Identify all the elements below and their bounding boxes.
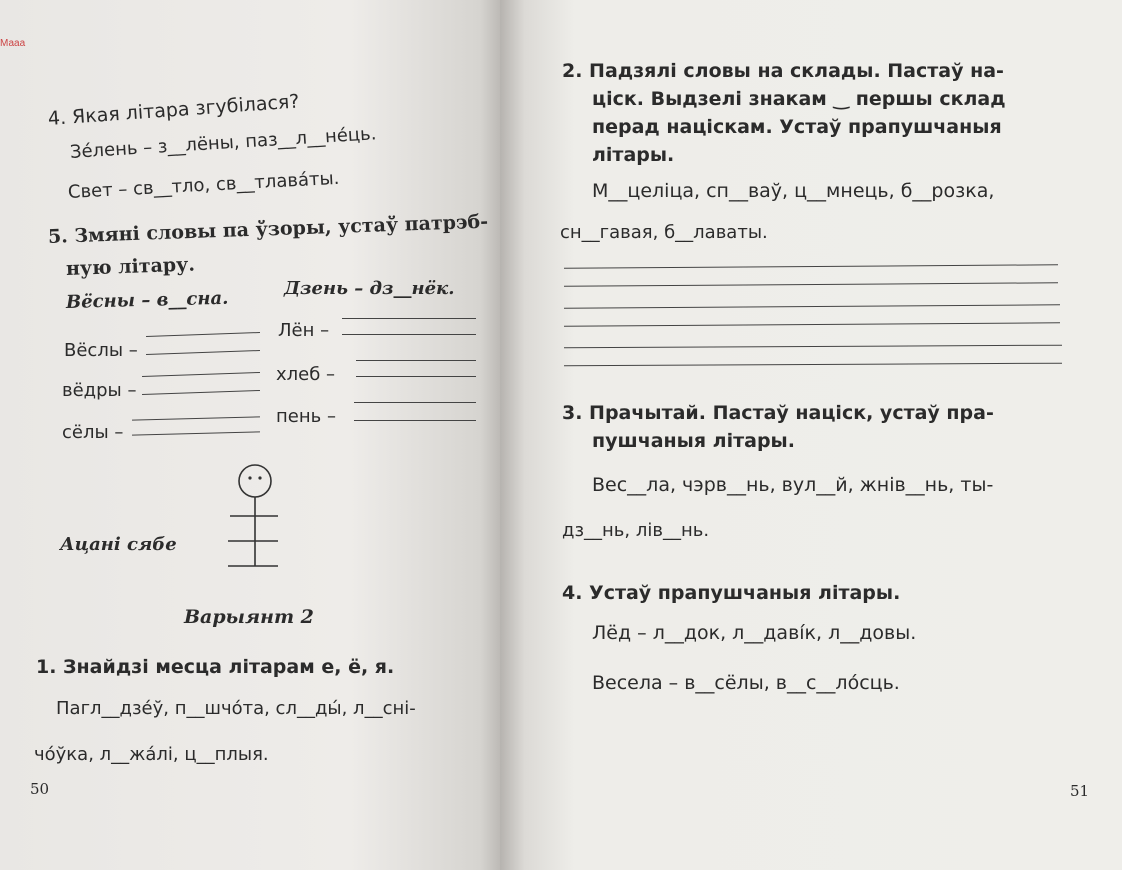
task4-line2: Свет – св__тло, св__тлава́ты. [67,167,340,203]
answer-line[interactable] [142,390,260,395]
self-assess-label: Ацані сябе [60,534,177,555]
right-page [500,0,1122,870]
task5-example2: Дзень – дз__нёк. [284,278,455,299]
answer-line[interactable] [132,431,260,435]
answer-line[interactable] [342,318,476,319]
answer-line[interactable] [146,332,260,337]
task5-title-line2: ную літару. [65,253,196,280]
task1-title: 1. Знайдзі месца літарам е, ё, я. [36,656,395,678]
answer-line[interactable] [564,363,1062,367]
word-veslы: Вёслы – [64,340,138,361]
answer-line[interactable] [564,304,1060,308]
self-assess-ladder-icon[interactable] [224,462,284,574]
task1-line1: Пагл__дзе́ў, п__шчо́та, сл__ды́, л__сні- [56,698,416,719]
task4-line1: Зе́лень – з__лёны, паз__л__не́ць. [69,123,377,163]
word-lyon: Лён – [278,320,330,341]
task4-line1: Лёд – л__док, л__даві́к, л__довы. [592,622,917,644]
variant-heading: Варыянт 2 [184,606,314,628]
page-number-left: 50 [30,780,50,798]
answer-line[interactable] [342,334,476,335]
task3-line2: дз__нь, лів__нь. [562,520,710,541]
word-vedry: вёдры – [62,380,137,401]
page-number-right: 51 [1070,782,1090,800]
task2-line1: М__целіца, сп__ваў, ц__мнець, б__розка, [592,180,995,202]
task3-title-line2: пушчаныя літары. [592,430,795,452]
answer-line[interactable] [142,372,260,377]
task4-line2: Весела – в__сёлы, в__с__ло́сць. [592,672,900,694]
task2-title-line3: перад націскам. Устаў прапушчаныя [592,116,1002,138]
answer-line[interactable] [564,282,1058,286]
answer-line[interactable] [354,402,476,403]
task5-title-line1: 5. Змяні словы па ўзоры, устаў патрэб- [47,210,489,248]
task2-title-line1: 2. Падзялі словы на склады. Пастаў на- [562,60,1004,82]
corner-mark: Мааа [0,38,26,48]
task4-title: 4. Устаў прапушчаныя літары. [562,582,901,604]
task3-line1: Вес__ла, чэрв__нь, вул__й, жнів__нь, ты- [592,474,994,496]
answer-line[interactable] [354,420,476,421]
task5-example1: Вёсны – в__сна. [65,287,229,313]
task2-title-line2: ціск. Выдзелі знакам ‿ першы склад [592,88,1006,110]
task4-title: 4. Якая літара згубілася? [47,90,301,130]
left-page [0,0,500,870]
answer-line[interactable] [356,376,476,377]
word-hleb: хлеб – [276,364,336,385]
task1-line2: чо́ўка, л__жа́лі, ц__плыя. [34,744,269,765]
task2-line2: сн__гавая, б__лаваты. [560,222,768,243]
task2-title-line4: літары. [592,144,675,166]
answer-line[interactable] [132,416,260,420]
answer-line[interactable] [564,322,1060,326]
answer-line[interactable] [146,350,260,355]
answer-line[interactable] [564,264,1058,268]
word-sely: сёлы – [62,422,124,443]
word-pen: пень – [276,406,336,427]
answer-line[interactable] [356,360,476,361]
task3-title-line1: 3. Прачытай. Пастаў націск, устаў пра- [562,402,994,424]
answer-line[interactable] [564,345,1062,349]
